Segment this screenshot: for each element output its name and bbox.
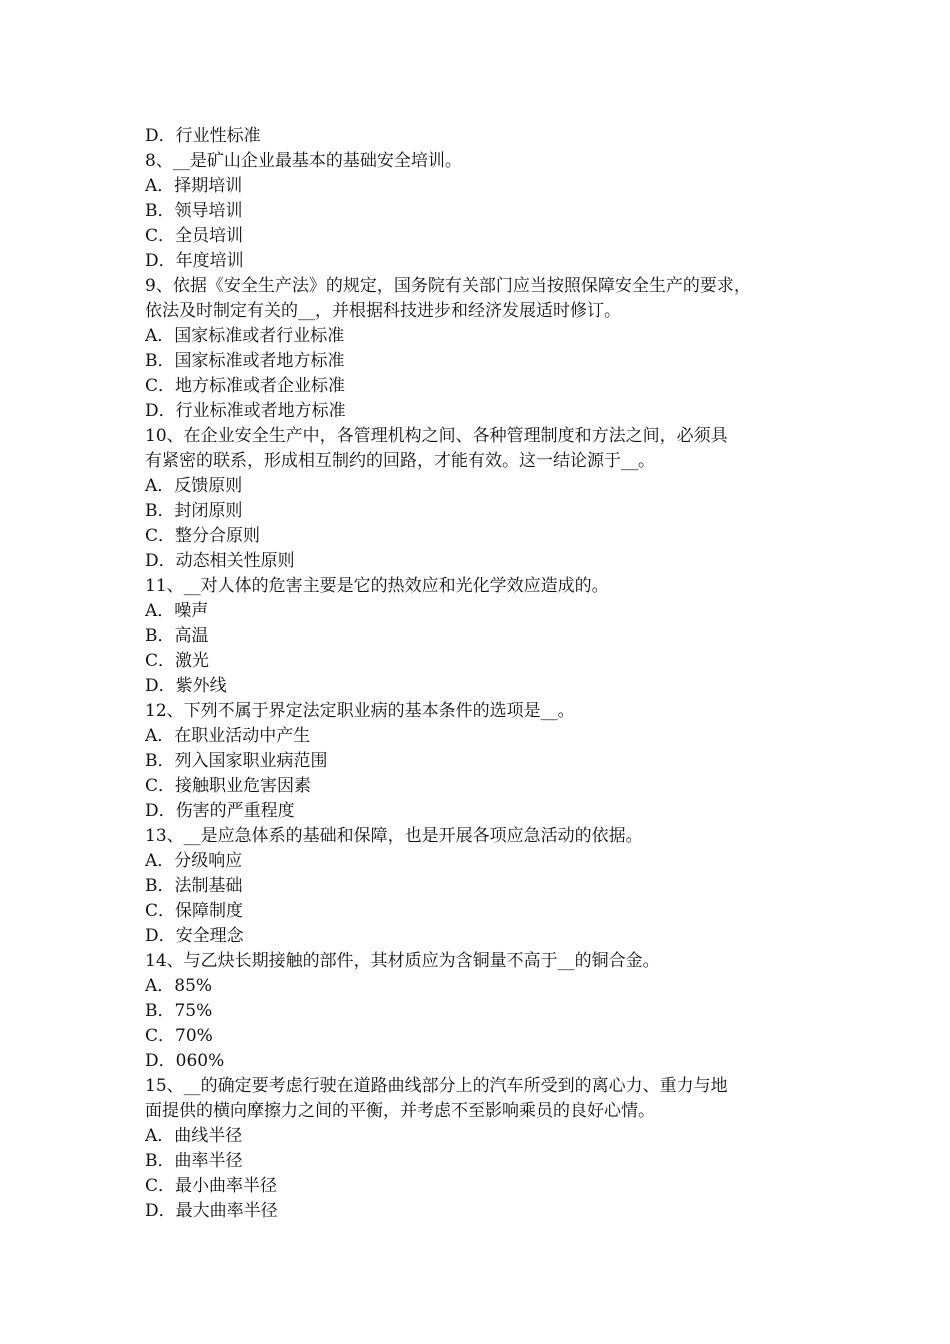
answer-option: B．封闭原则 [145, 501, 243, 521]
answer-option: C．地方标准或者企业标准 [145, 376, 346, 396]
answer-option: D．伤害的严重程度 [145, 801, 295, 821]
question-text-line: 14、与乙炔长期接触的部件，其材质应为含铜量不高于__的铜合金。 [145, 951, 660, 971]
answer-option: A．反馈原则 [145, 476, 243, 496]
answer-option: D．行业性标准 [145, 126, 261, 146]
question-list [145, 124, 825, 1224]
answer-option: A．85% [145, 976, 213, 996]
answer-option: A．分级响应 [145, 851, 243, 871]
answer-option: B．领导培训 [145, 201, 243, 221]
answer-option: B．高温 [145, 626, 209, 646]
question-text-line: 15、__的确定要考虑行驶在道路曲线部分上的汽车所受到的离心力、重力与地 [145, 1076, 728, 1096]
question-text-line: 11、__对人体的危害主要是它的热效应和光化学效应造成的。 [145, 576, 609, 596]
answer-option: A．曲线半径 [145, 1126, 243, 1146]
answer-option: D．行业标准或者地方标准 [145, 401, 346, 421]
answer-option: D．年度培训 [145, 251, 244, 271]
answer-option: B．曲率半径 [145, 1151, 243, 1171]
answer-option: D．060% [145, 1051, 225, 1071]
answer-option: B．法制基础 [145, 876, 243, 896]
question-text-line: 9、依据《安全生产法》的规定，国务院有关部门应当按照保障安全生产的要求， [145, 276, 751, 296]
question-text-line: 10、在企业安全生产中，各管理机构之间、各种管理制度和方法之间，必须具 [145, 426, 728, 446]
answer-option: B．75% [145, 1001, 213, 1021]
answer-option: D．动态相关性原则 [145, 551, 295, 571]
question-text-line: 面提供的横向摩擦力之间的平衡，并考虑不至影响乘员的良好心情。 [145, 1101, 655, 1121]
answer-option: D．安全理念 [145, 926, 244, 946]
answer-option: C．整分合原则 [145, 526, 261, 546]
answer-option: C．70% [145, 1026, 213, 1046]
answer-option: C．最小曲率半径 [145, 1176, 278, 1196]
answer-option: C．全员培训 [145, 226, 244, 246]
question-text-line: 8、__是矿山企业最基本的基础安全培训。 [145, 151, 462, 171]
answer-option: A．国家标准或者行业标准 [145, 326, 345, 346]
question-text-line: 12、下列不属于界定法定职业病的基本条件的选项是__。 [145, 701, 575, 721]
answer-option: C．保障制度 [145, 901, 244, 921]
answer-option: B．列入国家职业病范围 [145, 751, 328, 771]
answer-option: A．噪声 [145, 601, 209, 621]
question-text-line: 13、__是应急体系的基础和保障，也是开展各项应急活动的依据。 [145, 826, 643, 846]
answer-option: C．激光 [145, 651, 210, 671]
answer-option: B．国家标准或者地方标准 [145, 351, 345, 371]
answer-option: A．在职业活动中产生 [145, 726, 311, 746]
answer-option: D．紫外线 [145, 676, 227, 696]
question-text-line: 有紧密的联系，形成相互制约的回路，才能有效。这一结论源于__。 [145, 451, 655, 471]
answer-option: D．最大曲率半径 [145, 1201, 278, 1221]
answer-option: C．接触职业危害因素 [145, 776, 312, 796]
question-text-line: 依法及时制定有关的__，并根据科技进步和经济发展适时修订。 [145, 301, 621, 321]
answer-option: A．择期培训 [145, 176, 243, 196]
